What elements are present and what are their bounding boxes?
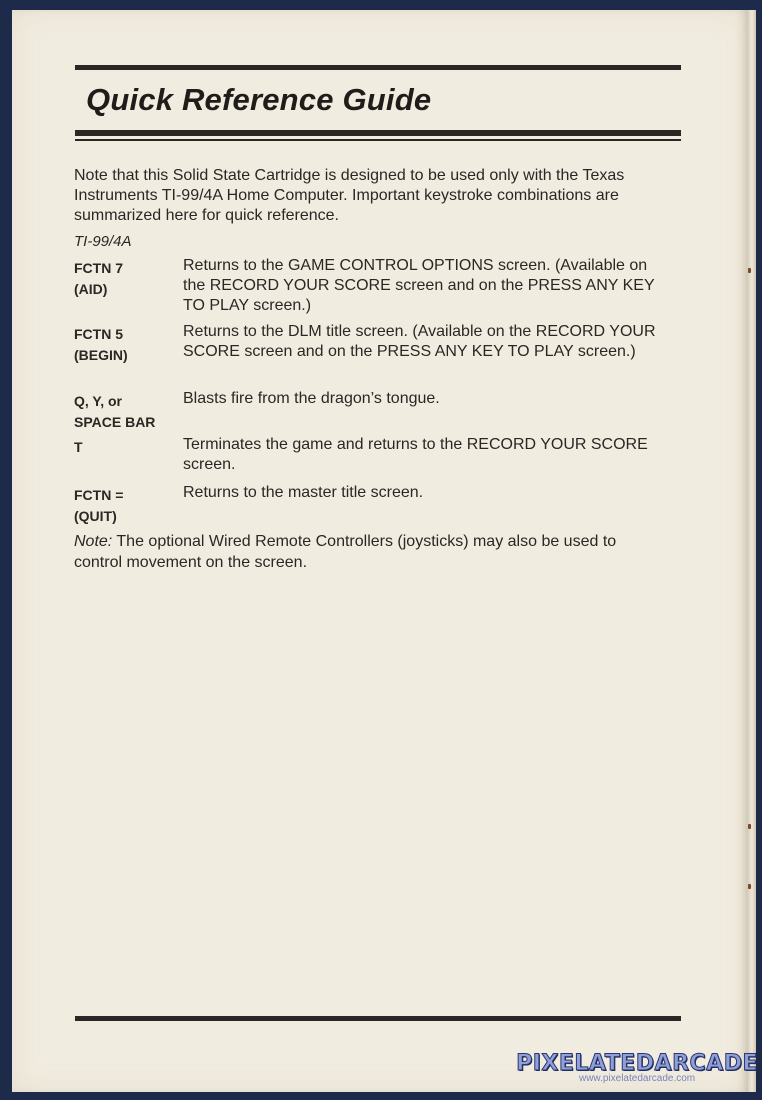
key-name: FCTN 7 <box>74 260 123 276</box>
platform-label: TI-99/4A <box>74 233 132 250</box>
key-description: Returns to the GAME CONTROL OPTIONS screen. (Available on the RECORD YOUR SCORE screen and on the PRESS ANY KEY TO PLAY screen.) <box>183 257 655 314</box>
edge-mark <box>748 884 751 889</box>
edge-mark <box>748 824 751 829</box>
edge-mark <box>748 268 751 273</box>
key-label <box>74 437 174 458</box>
title-rule-thin <box>75 139 681 141</box>
key-name: FCTN = <box>74 487 124 503</box>
intro-paragraph: Note that this Solid State Cartridge is designed to be used only with the Texas Instruments TI-99/4A Home Computer. Important keystroke combinations are summarized here for quick reference. <box>74 167 625 224</box>
note-label: Note: <box>74 533 113 550</box>
top-rule <box>75 65 681 70</box>
key-alias: (QUIT) <box>74 508 117 524</box>
key-label <box>74 324 174 366</box>
watermark-brand: PIXELATEDARCADE <box>516 1051 758 1076</box>
key-name: Q, Y, or <box>74 393 122 409</box>
key-description: Terminates the game and returns to the RECORD YOUR SCORE screen. <box>183 436 648 473</box>
key-description: Returns to the master title screen. <box>183 484 424 501</box>
key-label <box>74 391 174 433</box>
watermark-url: www.pixelatedarcade.com <box>578 1073 696 1084</box>
key-alias: (AID) <box>74 281 108 297</box>
title-rule-thick <box>75 130 681 136</box>
watermark <box>516 1051 758 1084</box>
key-name: T <box>74 439 83 455</box>
key-alias: SPACE BAR <box>74 414 156 430</box>
key-label <box>74 485 174 527</box>
key-alias: (BEGIN) <box>74 347 128 363</box>
bottom-rule <box>75 1016 681 1021</box>
key-label <box>74 258 174 300</box>
page-edge <box>748 10 756 1092</box>
key-description: Blasts fire from the dragon’s tongue. <box>183 390 440 407</box>
key-description: Returns to the DLM title screen. (Available on the RECORD YOUR SCORE screen and on the PRESS ANY KEY TO PLAY screen.) <box>183 323 656 360</box>
note-text: The optional Wired Remote Controllers (joysticks) may also be used to control movement on the screen. <box>74 533 617 571</box>
key-name: FCTN 5 <box>74 326 123 342</box>
joystick-note <box>74 531 664 573</box>
page-title: Quick Reference Guide <box>86 82 432 117</box>
